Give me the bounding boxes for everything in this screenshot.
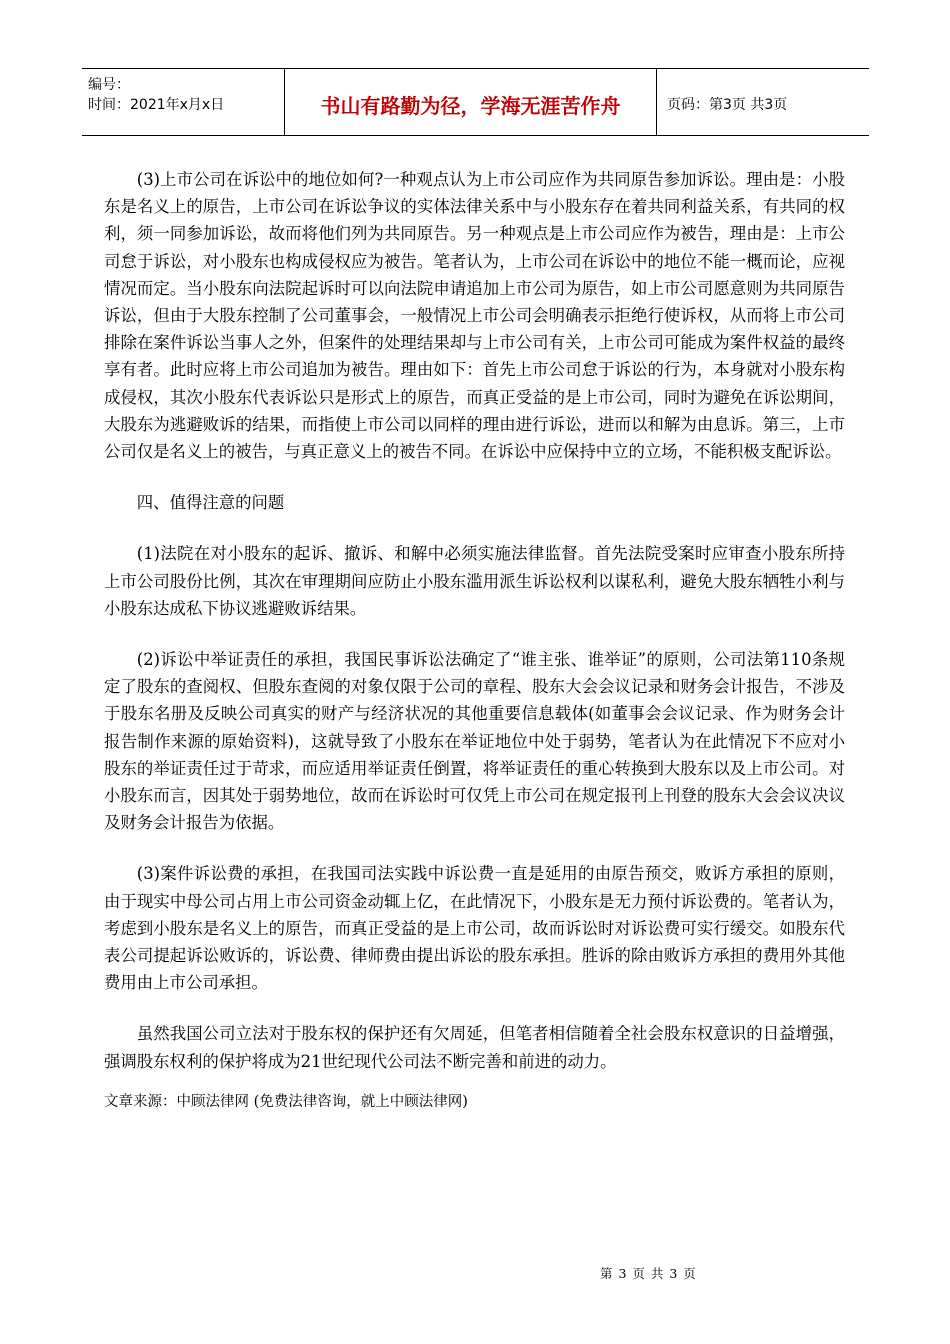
header-motto: 书山有路勤为径，学海无涯苦作舟 <box>285 69 657 135</box>
header-table <box>82 68 869 136</box>
footer-page-number: 第 3 页 共 3 页 <box>600 1266 697 1281</box>
document-number: 编号： <box>88 77 130 93</box>
document-time: 时间：2021年x月x日 <box>88 97 225 113</box>
section-heading: 四、值得注意的问题 <box>136 493 285 513</box>
paragraph-conclusion: 虽然我国公司立法对于股东权的保护还有欠周延，但笔者相信随着全社会股东权意识的日益增强，强调股东权利的保护将成为21世纪现代公司法不断完善和前进的动力。 <box>104 1024 845 1071</box>
header-meta-cell <box>82 69 285 135</box>
article-source: 文章来源：中顾法律网 (免费法律咨询，就上中顾法律网) <box>104 1093 468 1110</box>
paragraph-litigation-cost: (3)案件诉讼费的承担，在我国司法实践中诉讼费一直是延用的由原告预交，败诉方承担的原则，由于现实中母公司占用上市公司资金动辄上亿，在此情况下，小股东是无力预付诉讼费的。笔者认为，考虑到小股东是名义上的原告，而真正受益的是上市公司，故而诉讼时对诉讼费可实行缓交。如股东代表公司提起诉讼败诉的，诉讼费、律师费由提出诉讼的股东承担。胜诉的除由败诉方承担的费用外其他费用由上市公司承担。 <box>104 864 845 993</box>
paragraph-court-supervision: (1)法院在对小股东的起诉、撤诉、和解中必须实施法律监督。首先法院受案时应审查小股东所持上市公司股份比例，其次在审理期间应防止小股东滥用派生诉讼权利以谋私利，避免大股东牺牲小利与小股东达成私下协议逃避败诉结果。 <box>104 544 845 618</box>
header-page-number: 页码：第3页 共3页 <box>667 97 788 113</box>
paragraph-burden-of-proof: (2)诉讼中举证责任的承担，我国民事诉讼法确定了“谁主张、谁举证”的原则，公司法第110条规定了股东的查阅权、但股东查阅的对象仅限于公司的章程、股东大会会议记录和财务会计报告，不涉及于股东名册及反映公司真实的财产与经济状况的其他重要信息载体(如董事会会议记录、作为财务会计报告制作来源的原始资料)，这就导致了小股东在举证地位中处于弱势，笔者认为在此情况下不应对小股东的举证责任过于苛求，而应适用举证责任倒置，将举证责任的重心转换到大股东以及上市公司。对小股东而言，因其处于弱势地位，故而在诉讼时可仅凭上市公司在规定报刊上刊登的股东大会会议决议及财务会计报告为依据。 <box>104 650 845 833</box>
paragraph-plaintiff-status: (3)上市公司在诉讼中的地位如何?一种观点认为上市公司应作为共同原告参加诉讼。理由是：小股东是名义上的原告，上市公司在诉讼争议的实体法律关系中与小股东存在着共同利益关系，有共同的权利，须一同参加诉讼，故而将他们列为共同原告。另一种观点是上市公司应作为被告，理由是：上市公司怠于诉讼，对小股东也构成侵权应为被告。笔者认为，上市公司在诉讼中的地位不能一概而论，应视情况而定。当小股东向法院起诉时可以向法院申请追加上市公司为原告，如上市公司愿意则为共同原告诉讼，但由于大股东控制了公司董事会，一般情况上市公司会明确表示拒绝行使诉权，从而将上市公司排除在案件诉讼当事人之外，但案件的处理结果却与上市公司有关，上市公司可能成为案件权益的最终享有者。此时应将上市公司追加为被告。理由如下：首先上市公司怠于诉讼的行为，本身就对小股东构成侵权，其次小股东代表诉讼只是形式上的原告，而真正受益的是上市公司，同时为避免在诉讼期间，大股东为逃避败诉的结果，而指使上市公司以同样的理由进行诉讼，进而以和解为由息诉。第三，上市公司仅是名义上的被告，与真正意义上的被告不同。在诉讼中应保持中立的立场，不能积极支配诉讼。 <box>104 170 845 462</box>
document-body <box>104 166 845 1116</box>
